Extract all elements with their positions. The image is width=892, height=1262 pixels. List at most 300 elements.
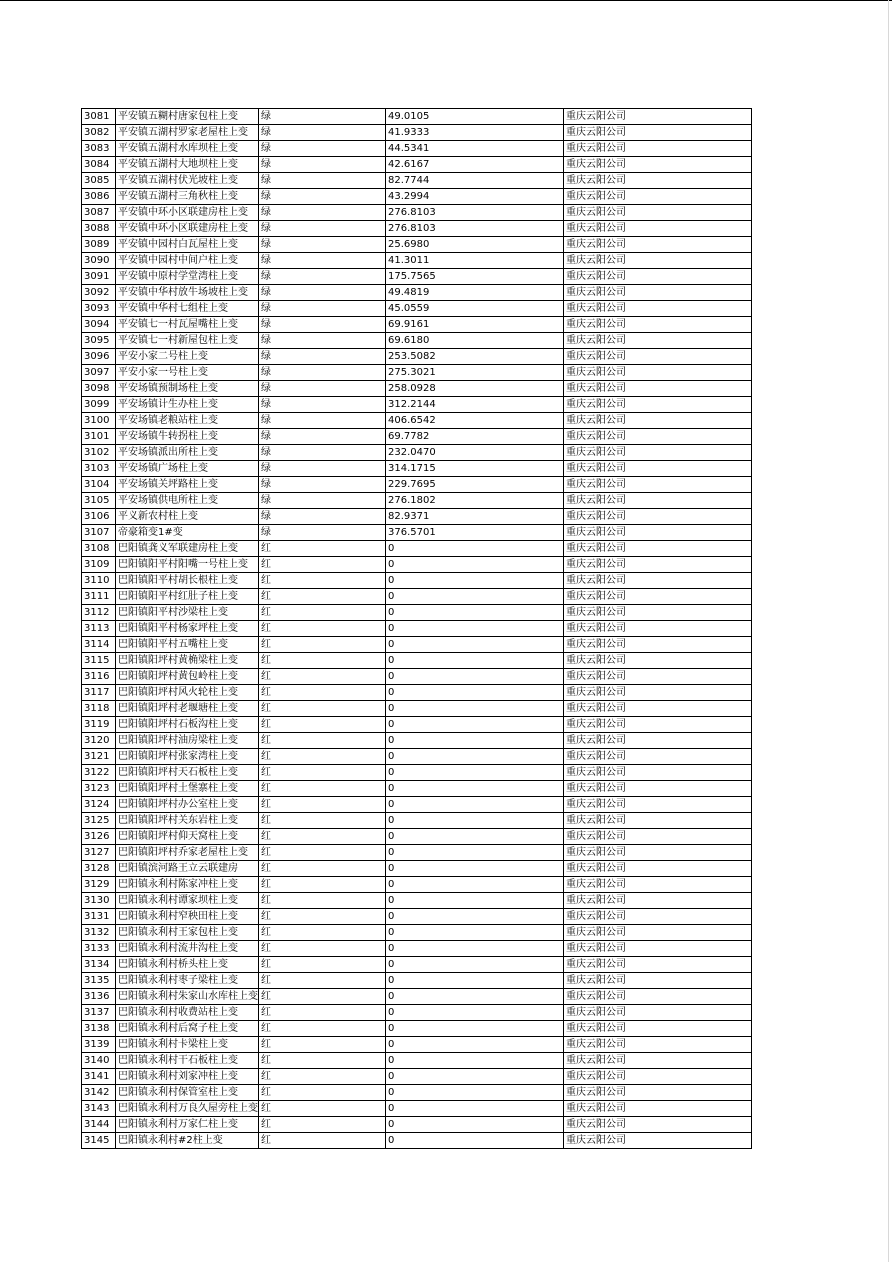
cell-transformer-name: 巴阳镇永利村万良久屋旁柱上变 [116,1101,259,1117]
cell-transformer-name: 巴阳镇永利村干石板柱上变 [116,1053,259,1069]
cell-company: 重庆云阳公司 [564,525,752,541]
cell-row-number: 3107 [82,525,116,541]
cell-status-color: 红 [259,557,386,573]
cell-value: 0 [386,877,564,893]
cell-row-number: 3129 [82,877,116,893]
cell-transformer-name: 平安镇五湖村大地坝柱上变 [116,157,259,173]
cell-row-number: 3092 [82,285,116,301]
cell-status-color: 绿 [259,173,386,189]
cell-transformer-name: 平安镇七一村瓦屋嘴柱上变 [116,317,259,333]
cell-status-color: 绿 [259,477,386,493]
cell-company: 重庆云阳公司 [564,173,752,189]
cell-row-number: 3097 [82,365,116,381]
cell-status-color: 红 [259,653,386,669]
cell-value: 0 [386,605,564,621]
table-row [82,221,752,237]
cell-status-color: 红 [259,605,386,621]
cell-status-color: 红 [259,781,386,797]
cell-transformer-name: 平安镇五湖村伏光坡柱上变 [116,173,259,189]
cell-row-number: 3143 [82,1101,116,1117]
cell-value: 25.6980 [386,237,564,253]
table-row [82,669,752,685]
cell-company: 重庆云阳公司 [564,861,752,877]
table-row [82,765,752,781]
cell-row-number: 3091 [82,269,116,285]
cell-value: 41.3011 [386,253,564,269]
cell-row-number: 3085 [82,173,116,189]
table-row [82,733,752,749]
cell-row-number: 3109 [82,557,116,573]
table-row [82,173,752,189]
cell-company: 重庆云阳公司 [564,573,752,589]
cell-status-color: 红 [259,589,386,605]
cell-transformer-name: 巴阳镇龚义军联建房柱上变 [116,541,259,557]
cell-company: 重庆云阳公司 [564,461,752,477]
cell-company: 重庆云阳公司 [564,781,752,797]
cell-status-color: 红 [259,541,386,557]
table-row [82,1021,752,1037]
cell-value: 0 [386,957,564,973]
cell-transformer-name: 巴阳镇阳坪村关东岩柱上变 [116,813,259,829]
cell-status-color: 绿 [259,237,386,253]
cell-value: 376.5701 [386,525,564,541]
cell-status-color: 绿 [259,397,386,413]
cell-transformer-name: 巴阳镇阳平村五嘴柱上变 [116,637,259,653]
cell-status-color: 红 [259,957,386,973]
cell-transformer-name: 平安镇五湖村三角秋柱上变 [116,189,259,205]
cell-company: 重庆云阳公司 [564,733,752,749]
cell-row-number: 3110 [82,573,116,589]
cell-value: 229.7695 [386,477,564,493]
cell-company: 重庆云阳公司 [564,125,752,141]
cell-value: 0 [386,717,564,733]
cell-row-number: 3139 [82,1037,116,1053]
table-row [82,157,752,173]
cell-transformer-name: 平安场镇预制场柱上变 [116,381,259,397]
table-row [82,845,752,861]
cell-value: 0 [386,1037,564,1053]
cell-transformer-name: 巴阳镇滨河路王立云联建房 [116,861,259,877]
cell-transformer-name: 巴阳镇阳坪村天石板柱上变 [116,765,259,781]
cell-transformer-name: 平安场镇计生办柱上变 [116,397,259,413]
cell-transformer-name: 巴阳镇永利村收费站柱上变 [116,1005,259,1021]
cell-row-number: 3113 [82,621,116,637]
cell-value: 82.9371 [386,509,564,525]
cell-value: 0 [386,909,564,925]
cell-value: 0 [386,1069,564,1085]
table-row [82,461,752,477]
table-row [82,541,752,557]
cell-company: 重庆云阳公司 [564,445,752,461]
table-row [82,717,752,733]
cell-status-color: 红 [259,797,386,813]
cell-status-color: 绿 [259,141,386,157]
cell-value: 253.5082 [386,349,564,365]
cell-company: 重庆云阳公司 [564,589,752,605]
table-row [82,109,752,125]
cell-value: 0 [386,1117,564,1133]
cell-status-color: 红 [259,1085,386,1101]
table-row [82,1101,752,1117]
cell-status-color: 绿 [259,253,386,269]
cell-status-color: 红 [259,1021,386,1037]
cell-transformer-name: 巴阳镇永利村王家包柱上变 [116,925,259,941]
cell-value: 312.2144 [386,397,564,413]
cell-value: 232.0470 [386,445,564,461]
cell-transformer-name: 巴阳镇永利村保管室柱上变 [116,1085,259,1101]
cell-row-number: 3083 [82,141,116,157]
cell-transformer-name: 巴阳镇永利村后窝子柱上变 [116,1021,259,1037]
cell-transformer-name: 巴阳镇阳坪村仰天窝柱上变 [116,829,259,845]
cell-row-number: 3117 [82,685,116,701]
cell-row-number: 3121 [82,749,116,765]
cell-row-number: 3135 [82,973,116,989]
table-row [82,269,752,285]
table-row [82,413,752,429]
table-row [82,685,752,701]
cell-value: 0 [386,925,564,941]
cell-value: 0 [386,749,564,765]
cell-status-color: 绿 [259,381,386,397]
cell-row-number: 3094 [82,317,116,333]
cell-status-color: 红 [259,685,386,701]
cell-transformer-name: 巴阳镇阳坪村老堰塘柱上变 [116,701,259,717]
cell-status-color: 红 [259,733,386,749]
cell-transformer-name: 巴阳镇永利村陈家冲柱上变 [116,877,259,893]
table-row [82,909,752,925]
cell-value: 314.1715 [386,461,564,477]
cell-value: 0 [386,829,564,845]
cell-company: 重庆云阳公司 [564,1085,752,1101]
cell-row-number: 3141 [82,1069,116,1085]
cell-value: 49.0105 [386,109,564,125]
cell-status-color: 绿 [259,109,386,125]
cell-row-number: 3114 [82,637,116,653]
cell-status-color: 绿 [259,429,386,445]
cell-transformer-name: 平安镇中园村中间户柱上变 [116,253,259,269]
cell-value: 258.0928 [386,381,564,397]
cell-company: 重庆云阳公司 [564,317,752,333]
cell-value: 0 [386,733,564,749]
cell-row-number: 3126 [82,829,116,845]
cell-value: 41.9333 [386,125,564,141]
cell-row-number: 3086 [82,189,116,205]
cell-transformer-name: 巴阳镇永利村谭家坝柱上变 [116,893,259,909]
cell-status-color: 绿 [259,349,386,365]
cell-row-number: 3104 [82,477,116,493]
cell-company: 重庆云阳公司 [564,1053,752,1069]
cell-transformer-name: 平安镇七一村新屋包柱上变 [116,333,259,349]
cell-status-color: 红 [259,1005,386,1021]
cell-value: 276.8103 [386,221,564,237]
table-row [82,637,752,653]
cell-status-color: 红 [259,1069,386,1085]
table-row [82,957,752,973]
table-row [82,813,752,829]
table-row [82,749,752,765]
table-row [82,509,752,525]
cell-value: 0 [386,1005,564,1021]
cell-value: 0 [386,653,564,669]
cell-company: 重庆云阳公司 [564,637,752,653]
cell-company: 重庆云阳公司 [564,717,752,733]
cell-value: 0 [386,861,564,877]
cell-transformer-name: 平安镇中华村七组柱上变 [116,301,259,317]
cell-company: 重庆云阳公司 [564,1101,752,1117]
table-row [82,829,752,845]
cell-company: 重庆云阳公司 [564,829,752,845]
table-row [82,1037,752,1053]
cell-company: 重庆云阳公司 [564,1037,752,1053]
cell-status-color: 绿 [259,317,386,333]
cell-value: 0 [386,797,564,813]
table-row [82,1085,752,1101]
cell-row-number: 3108 [82,541,116,557]
cell-transformer-name: 平安镇中原村学堂湾柱上变 [116,269,259,285]
cell-value: 0 [386,813,564,829]
cell-transformer-name: 平安场镇老粮站柱上变 [116,413,259,429]
cell-company: 重庆云阳公司 [564,189,752,205]
cell-status-color: 红 [259,701,386,717]
table-row [82,525,752,541]
cell-transformer-name: 巴阳镇阳坪村乔家老屋柱上变 [116,845,259,861]
page-right-border [888,0,889,1262]
cell-company: 重庆云阳公司 [564,541,752,557]
cell-row-number: 3100 [82,413,116,429]
cell-row-number: 3090 [82,253,116,269]
cell-transformer-name: 平安场镇广场柱上变 [116,461,259,477]
table-row [82,781,752,797]
cell-row-number: 3132 [82,925,116,941]
cell-company: 重庆云阳公司 [564,237,752,253]
cell-company: 重庆云阳公司 [564,429,752,445]
cell-company: 重庆云阳公司 [564,1069,752,1085]
cell-transformer-name: 平安镇五湖村水库坝柱上变 [116,141,259,157]
cell-value: 276.1802 [386,493,564,509]
cell-transformer-name: 巴阳镇永利村朱家山水库柱上变 [116,989,259,1005]
cell-company: 重庆云阳公司 [564,157,752,173]
cell-row-number: 3089 [82,237,116,253]
cell-transformer-name: 巴阳镇阳坪村办公室柱上变 [116,797,259,813]
table-row [82,925,752,941]
cell-value: 406.6542 [386,413,564,429]
cell-company: 重庆云阳公司 [564,1117,752,1133]
table-row [82,973,752,989]
cell-row-number: 3137 [82,1005,116,1021]
table-row [82,285,752,301]
cell-transformer-name: 平安镇五糊村唐家包柱上变 [116,109,259,125]
cell-transformer-name: 巴阳镇阳坪村黄包岭柱上变 [116,669,259,685]
cell-transformer-name: 巴阳镇永利村窄秧田柱上变 [116,909,259,925]
table-row [82,1005,752,1021]
cell-value: 0 [386,621,564,637]
table-row [82,381,752,397]
cell-company: 重庆云阳公司 [564,1005,752,1021]
cell-value: 43.2994 [386,189,564,205]
cell-transformer-name: 巴阳镇阳平村杨家坪柱上变 [116,621,259,637]
cell-status-color: 红 [259,941,386,957]
cell-row-number: 3127 [82,845,116,861]
table-row [82,429,752,445]
cell-company: 重庆云阳公司 [564,205,752,221]
cell-row-number: 3122 [82,765,116,781]
cell-row-number: 3098 [82,381,116,397]
cell-row-number: 3103 [82,461,116,477]
table-row [82,861,752,877]
cell-company: 重庆云阳公司 [564,1021,752,1037]
cell-status-color: 绿 [259,493,386,509]
cell-company: 重庆云阳公司 [564,221,752,237]
table-row [82,189,752,205]
table-row [82,253,752,269]
cell-company: 重庆云阳公司 [564,509,752,525]
cell-value: 0 [386,1133,564,1149]
cell-status-color: 红 [259,861,386,877]
cell-row-number: 3144 [82,1117,116,1133]
cell-row-number: 3101 [82,429,116,445]
cell-transformer-name: 巴阳镇永利村流井沟柱上变 [116,941,259,957]
cell-status-color: 绿 [259,413,386,429]
cell-company: 重庆云阳公司 [564,893,752,909]
cell-row-number: 3138 [82,1021,116,1037]
cell-value: 0 [386,765,564,781]
cell-company: 重庆云阳公司 [564,413,752,429]
cell-status-color: 绿 [259,365,386,381]
cell-row-number: 3128 [82,861,116,877]
cell-status-color: 红 [259,573,386,589]
cell-value: 49.4819 [386,285,564,301]
table-row [82,877,752,893]
cell-value: 0 [386,541,564,557]
transformer-table [81,108,752,1149]
cell-status-color: 红 [259,637,386,653]
cell-company: 重庆云阳公司 [564,605,752,621]
cell-company: 重庆云阳公司 [564,269,752,285]
cell-row-number: 3112 [82,605,116,621]
cell-transformer-name: 平安场镇关坪路柱上变 [116,477,259,493]
cell-transformer-name: 平安镇中华村放牛场坡柱上变 [116,285,259,301]
cell-company: 重庆云阳公司 [564,845,752,861]
cell-value: 0 [386,573,564,589]
cell-value: 0 [386,1085,564,1101]
cell-status-color: 绿 [259,157,386,173]
cell-status-color: 红 [259,829,386,845]
cell-status-color: 红 [259,749,386,765]
table-row [82,1117,752,1133]
cell-row-number: 3102 [82,445,116,461]
cell-value: 69.7782 [386,429,564,445]
cell-status-color: 红 [259,989,386,1005]
cell-transformer-name: 平安镇中环小区联建房柱上变 [116,221,259,237]
cell-company: 重庆云阳公司 [564,493,752,509]
cell-value: 44.5341 [386,141,564,157]
cell-company: 重庆云阳公司 [564,621,752,637]
cell-value: 0 [386,941,564,957]
cell-value: 0 [386,701,564,717]
cell-transformer-name: 巴阳镇阳平村胡长根柱上变 [116,573,259,589]
cell-status-color: 绿 [259,445,386,461]
cell-company: 重庆云阳公司 [564,253,752,269]
cell-transformer-name: 巴阳镇阳坪村石板沟柱上变 [116,717,259,733]
cell-status-color: 红 [259,1133,386,1149]
cell-status-color: 红 [259,877,386,893]
cell-row-number: 3145 [82,1133,116,1149]
cell-row-number: 3105 [82,493,116,509]
cell-row-number: 3131 [82,909,116,925]
cell-status-color: 红 [259,1053,386,1069]
cell-status-color: 绿 [259,525,386,541]
cell-row-number: 3118 [82,701,116,717]
cell-company: 重庆云阳公司 [564,301,752,317]
cell-transformer-name: 平安镇中环小区联建房柱上变 [116,205,259,221]
table-row [82,989,752,1005]
page-top-border [0,0,892,1]
cell-company: 重庆云阳公司 [564,109,752,125]
cell-status-color: 红 [259,765,386,781]
cell-status-color: 红 [259,717,386,733]
cell-row-number: 3087 [82,205,116,221]
table-row [82,125,752,141]
cell-company: 重庆云阳公司 [564,381,752,397]
cell-transformer-name: 平安场镇派出所柱上变 [116,445,259,461]
cell-value: 0 [386,669,564,685]
cell-status-color: 红 [259,909,386,925]
cell-status-color: 红 [259,845,386,861]
table-row [82,589,752,605]
cell-transformer-name: 巴阳镇永利村枣子梁柱上变 [116,973,259,989]
cell-transformer-name: 帝豪箱变1#变 [116,525,259,541]
cell-value: 0 [386,685,564,701]
table-row [82,349,752,365]
cell-transformer-name: 平安镇中园村白瓦屋柱上变 [116,237,259,253]
cell-status-color: 绿 [259,125,386,141]
cell-row-number: 3116 [82,669,116,685]
cell-value: 0 [386,845,564,861]
cell-status-color: 红 [259,813,386,829]
cell-row-number: 3088 [82,221,116,237]
cell-transformer-name: 巴阳镇阳坪村风火轮柱上变 [116,685,259,701]
cell-value: 0 [386,1053,564,1069]
cell-transformer-name: 巴阳镇永利村万家仁柱上变 [116,1117,259,1133]
cell-row-number: 3134 [82,957,116,973]
cell-row-number: 3099 [82,397,116,413]
table-row [82,477,752,493]
table-row [82,701,752,717]
table-body [82,109,752,1149]
cell-transformer-name: 巴阳镇永利村卡梁柱上变 [116,1037,259,1053]
cell-company: 重庆云阳公司 [564,925,752,941]
cell-value: 0 [386,637,564,653]
cell-company: 重庆云阳公司 [564,1133,752,1149]
cell-company: 重庆云阳公司 [564,877,752,893]
cell-transformer-name: 巴阳镇永利村#2柱上变 [116,1133,259,1149]
cell-company: 重庆云阳公司 [564,989,752,1005]
cell-transformer-name: 巴阳镇阳平村沙梁柱上变 [116,605,259,621]
cell-transformer-name: 巴阳镇永利村桥头柱上变 [116,957,259,973]
cell-transformer-name: 平安小家一号柱上变 [116,365,259,381]
cell-value: 0 [386,989,564,1005]
cell-row-number: 3136 [82,989,116,1005]
table-row [82,573,752,589]
cell-value: 275.3021 [386,365,564,381]
cell-status-color: 绿 [259,461,386,477]
cell-company: 重庆云阳公司 [564,973,752,989]
table-row [82,1069,752,1085]
cell-status-color: 绿 [259,285,386,301]
cell-status-color: 绿 [259,205,386,221]
cell-transformer-name: 平安镇五湖村罗家老屋柱上变 [116,125,259,141]
cell-status-color: 红 [259,893,386,909]
